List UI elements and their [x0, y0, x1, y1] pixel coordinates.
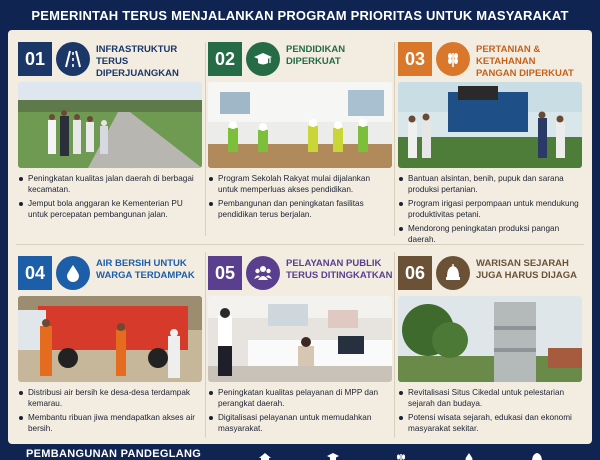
program-card-clean-water — [18, 252, 202, 457]
heritage-dome-icon — [530, 452, 544, 460]
program-card-education — [208, 38, 392, 243]
card-title-line2: WARGA TERDAMPAK — [96, 270, 195, 281]
card-title — [476, 258, 584, 282]
card-title — [286, 44, 394, 68]
graduation-cap-icon — [246, 42, 280, 76]
graduation-cap-icon — [326, 452, 340, 460]
card-header — [398, 38, 582, 78]
card-number: 01 — [18, 42, 52, 76]
water-drop-icon — [462, 452, 476, 460]
heritage-dome-icon — [436, 256, 470, 290]
card-number: 03 — [398, 42, 432, 76]
historic-site-photo — [398, 296, 582, 382]
service-office-photo — [208, 296, 392, 382]
card-title-line2: JUGA HARUS DIJAGA — [476, 270, 577, 281]
people-icon — [246, 256, 280, 290]
card-number: 06 — [398, 256, 432, 290]
rice-plant-icon — [436, 42, 470, 76]
bullet-item: Program Sekolah Rakyat mulai dijalankan untuk memperluas akses pendidikan. — [208, 174, 392, 195]
card-title — [286, 258, 394, 282]
footer-label: PEMBANGUNAN PANDEGLANG — [26, 448, 202, 460]
card-title-line1: AIR BERSIH UNTUK — [96, 258, 187, 269]
programs-panel — [8, 30, 592, 444]
program-card-public-service — [208, 252, 392, 457]
bullet-item: Jemput bola anggaran ke Kementerian PU untuk percepatan pembangunan jalan. — [18, 199, 202, 220]
house-icon — [258, 452, 272, 460]
bullet-item: Distribusi air bersih ke desa-desa terdampak kemarau. — [18, 388, 202, 409]
program-card-heritage — [398, 252, 582, 457]
card-title — [476, 44, 584, 80]
card-title-line2: TERUS DIPERJUANGKAN — [96, 56, 179, 79]
divider — [205, 252, 206, 438]
page-title — [0, 0, 600, 30]
card-bullets — [18, 388, 202, 438]
bullet-item: Peningkatan kualitas pelayanan di MPP dan perangkat daerah. — [208, 388, 392, 409]
card-number: 02 — [208, 42, 242, 76]
water-truck-photo — [18, 296, 202, 382]
bullet-item: Pembangunan dan peningkatan fasilitas pendidikan terus berjalan. — [208, 199, 392, 220]
bullet-item: Program irigasi perpompaan untuk mendukung produktivitas petani. — [398, 199, 582, 220]
card-bullets — [208, 388, 392, 438]
card-header — [398, 252, 582, 292]
card-number: 04 — [18, 256, 52, 290]
bullet-item: Bantuan alsintan, benih, pupuk dan sarana produksi pertanian. — [398, 174, 582, 195]
card-header — [18, 252, 202, 292]
road-photo — [18, 82, 202, 168]
card-header — [208, 38, 392, 78]
bullet-item: Potensi wisata sejarah, edukasi dan ekonomi masyarakat sekitar. — [398, 413, 582, 434]
bullet-item: Membantu ribuan jiwa mendapatkan akses air bersih. — [18, 413, 202, 434]
divider — [205, 42, 206, 236]
divider — [394, 252, 395, 438]
bullet-item: Mendorong peningkatan produksi pangan daerah. — [398, 224, 582, 245]
page-title-text: PEMERINTAH TERUS MENJALANKAN PROGRAM PRIORITAS UNTUK MASYARAKAT — [31, 7, 569, 23]
card-number: 05 — [208, 256, 242, 290]
card-bullets — [18, 174, 202, 224]
rice-plant-icon — [394, 452, 408, 460]
classroom-photo — [208, 82, 392, 168]
program-card-infrastructure — [18, 38, 202, 243]
card-bullets — [208, 174, 392, 224]
program-card-agriculture — [398, 38, 582, 243]
card-header — [208, 252, 392, 292]
card-bullets — [398, 174, 582, 249]
farming-photo — [398, 82, 582, 168]
card-title-line1: INFRASTRUKTUR — [96, 44, 178, 55]
card-title-line1: WARISAN SEJARAH — [476, 258, 569, 269]
bullet-item: Digitalisasi pelayanan untuk memudahkan masyarakat. — [208, 413, 392, 434]
card-title-line1: PENDIDIKAN — [286, 44, 346, 55]
road-icon — [56, 42, 90, 76]
card-title-line2: TERUS DITINGKATKAN — [286, 270, 393, 281]
bullet-item: Peningkatan kualitas jalan daerah di berbagai kecamatan. — [18, 174, 202, 195]
card-bullets — [398, 388, 582, 438]
card-title-line1: PERTANIAN & KETAHANAN — [476, 44, 541, 67]
card-header — [18, 38, 202, 78]
water-drop-icon — [56, 256, 90, 290]
card-title-line2: DIPERKUAT — [286, 56, 341, 67]
card-title-line1: PELAYANAN PUBLIK — [286, 258, 382, 269]
card-title-line2: PANGAN DIPERKUAT — [476, 68, 574, 79]
divider — [394, 42, 395, 236]
footer-bar — [0, 444, 600, 460]
card-title — [96, 258, 204, 282]
bullet-item: Revitalisasi Situs Cikedal untuk pelestarian sejarah dan budaya. — [398, 388, 582, 409]
card-title — [96, 44, 204, 80]
